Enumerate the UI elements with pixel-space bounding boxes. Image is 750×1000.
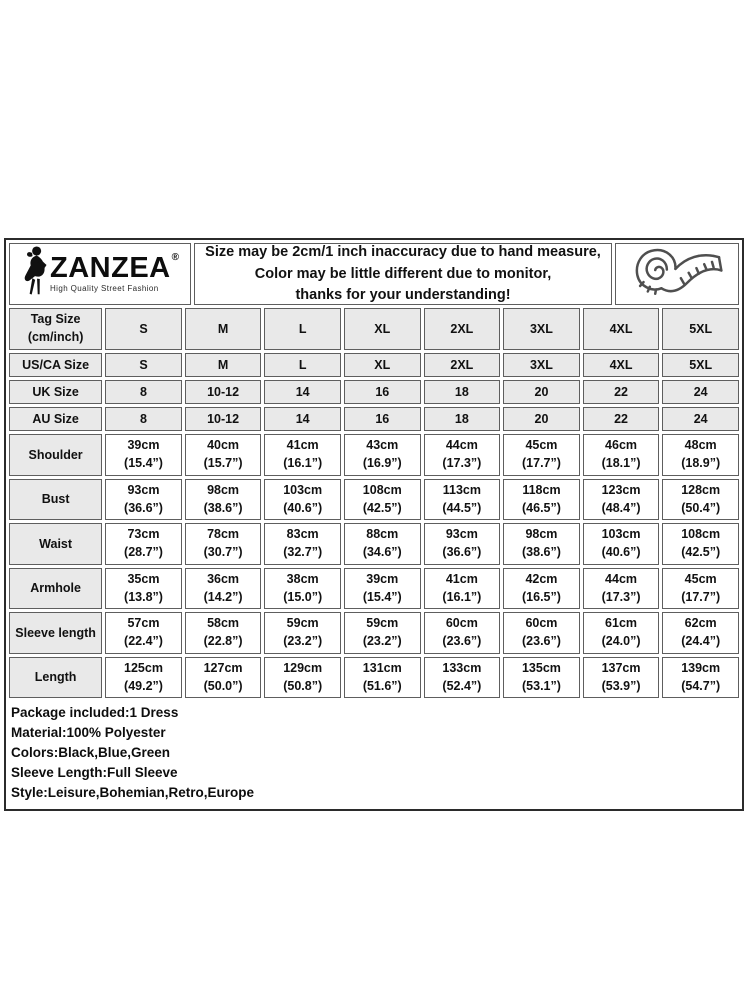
size-cell: 16 xyxy=(344,380,421,404)
measurement-row xyxy=(9,523,739,565)
measurement-cell: 83cm (32.7”) xyxy=(264,523,341,565)
size-cell: 4XL xyxy=(583,308,660,350)
disclaimer-line-3: thanks for your understanding! xyxy=(295,286,511,303)
measurement-cell: 45cm (17.7”) xyxy=(662,568,739,610)
size-cell: 18 xyxy=(424,407,501,431)
size-cell: 2XL xyxy=(424,353,501,377)
row-label: Armhole xyxy=(9,568,102,610)
row-label: AU Size xyxy=(9,407,102,431)
row-label: UK Size xyxy=(9,380,102,404)
measurement-cell: 60cm (23.6”) xyxy=(424,612,501,654)
measurement-row xyxy=(9,479,739,521)
measurement-cell: 44cm (17.3”) xyxy=(583,568,660,610)
measurement-row xyxy=(9,568,739,610)
size-cell: 8 xyxy=(105,380,182,404)
measurement-cell: 48cm (18.9”) xyxy=(662,434,739,476)
measurement-cell: 125cm (49.2”) xyxy=(105,657,182,699)
measurement-cell: 129cm (50.8”) xyxy=(264,657,341,699)
logo-text xyxy=(50,251,179,294)
measurement-cell: 103cm (40.6”) xyxy=(583,523,660,565)
measurement-cell: 139cm (54.7”) xyxy=(662,657,739,699)
measurement-cell: 98cm (38.6”) xyxy=(185,479,262,521)
size-cell: 10-12 xyxy=(185,380,262,404)
measurement-cell: 59cm (23.2”) xyxy=(264,612,341,654)
size-cell: XL xyxy=(344,308,421,350)
measurement-cell: 93cm (36.6”) xyxy=(105,479,182,521)
measurement-cell: 35cm (13.8”) xyxy=(105,568,182,610)
size-cell: XL xyxy=(344,353,421,377)
measurement-cell: 88cm (34.6”) xyxy=(344,523,421,565)
size-cell: 16 xyxy=(344,407,421,431)
product-info-line: Sleeve Length:Full Sleeve xyxy=(11,765,178,781)
size-cell: 18 xyxy=(424,380,501,404)
measuring-tape-icon xyxy=(620,244,734,305)
product-info-line: Colors:Black,Blue,Green xyxy=(11,745,171,761)
disclaimer-text xyxy=(205,242,601,305)
measurement-cell: 78cm (30.7”) xyxy=(185,523,262,565)
row-label: Sleeve length xyxy=(9,612,102,654)
measurement-cell: 39cm (15.4”) xyxy=(344,568,421,610)
measurement-cell: 131cm (51.6”) xyxy=(344,657,421,699)
woman-silhouette-icon xyxy=(21,244,49,305)
measurement-cell: 62cm (24.4”) xyxy=(662,612,739,654)
size-cell: 2XL xyxy=(424,308,501,350)
measurement-cell: 36cm (14.2”) xyxy=(185,568,262,610)
measurement-cell: 39cm (15.4”) xyxy=(105,434,182,476)
product-info-line: Style:Leisure,Bohemian,Retro,Europe xyxy=(11,785,255,801)
measurement-row xyxy=(9,612,739,654)
disclaimer-cell xyxy=(194,243,612,305)
measurement-cell: 46cm (18.1”) xyxy=(583,434,660,476)
measurement-cell: 128cm (50.4”) xyxy=(662,479,739,521)
size-cell: 24 xyxy=(662,380,739,404)
measurement-row xyxy=(9,434,739,476)
size-cell: 5XL xyxy=(662,353,739,377)
measurement-cell: 103cm (40.6”) xyxy=(264,479,341,521)
size-cell: 20 xyxy=(503,407,580,431)
row-label: Shoulder xyxy=(9,434,102,476)
measurement-cell: 98cm (38.6”) xyxy=(503,523,580,565)
registered-mark: ® xyxy=(171,251,179,263)
row-label: Waist xyxy=(9,523,102,565)
measurement-cell: 108cm (42.5”) xyxy=(344,479,421,521)
size-cell: M xyxy=(185,353,262,377)
measurement-cell: 127cm (50.0”) xyxy=(185,657,262,699)
brand-name: ZANZEA xyxy=(50,251,171,284)
product-info-line: Material:100% Polyester xyxy=(11,725,166,741)
measuring-tape-cell xyxy=(615,243,739,305)
measurement-cell: 41cm (16.1”) xyxy=(264,434,341,476)
size-row xyxy=(9,407,739,431)
measurement-cell: 42cm (16.5”) xyxy=(503,568,580,610)
chart-frame xyxy=(4,238,744,811)
disclaimer-line-2: Color may be little different due to monitor, xyxy=(254,265,552,282)
measurement-cell: 113cm (44.5”) xyxy=(424,479,501,521)
header-band xyxy=(9,243,739,305)
measurement-cell: 108cm (42.5”) xyxy=(662,523,739,565)
measurement-cell: 59cm (23.2”) xyxy=(344,612,421,654)
size-cell: 20 xyxy=(503,380,580,404)
size-cell: 14 xyxy=(264,407,341,431)
measurement-cell: 40cm (15.7”) xyxy=(185,434,262,476)
logo-wrap xyxy=(21,244,179,305)
size-chart-table xyxy=(6,305,742,701)
size-cell: 22 xyxy=(583,380,660,404)
measurement-cell: 58cm (22.8”) xyxy=(185,612,262,654)
size-cell: 8 xyxy=(105,407,182,431)
measurement-cell: 118cm (46.5”) xyxy=(503,479,580,521)
measurement-cell: 123cm (48.4”) xyxy=(583,479,660,521)
measurement-cell: 45cm (17.7”) xyxy=(503,434,580,476)
size-cell: M xyxy=(185,308,262,350)
brand-tagline: High Quality Street Fashion xyxy=(50,284,159,294)
size-cell: 3XL xyxy=(503,308,580,350)
measurement-cell: 133cm (52.4”) xyxy=(424,657,501,699)
size-cell: 14 xyxy=(264,380,341,404)
measurement-cell: 73cm (28.7”) xyxy=(105,523,182,565)
size-row xyxy=(9,308,739,350)
size-row xyxy=(9,353,739,377)
disclaimer-line-1: Size may be 2cm/1 inch inaccuracy due to hand measure, xyxy=(205,244,601,261)
size-cell: S xyxy=(105,353,182,377)
size-cell: 24 xyxy=(662,407,739,431)
row-label: Bust xyxy=(9,479,102,521)
measurement-cell: 61cm (24.0”) xyxy=(583,612,660,654)
size-cell: 10-12 xyxy=(185,407,262,431)
size-cell: 22 xyxy=(583,407,660,431)
measurement-cell: 41cm (16.1”) xyxy=(424,568,501,610)
measurement-row xyxy=(9,657,739,699)
row-label: Length xyxy=(9,657,102,699)
size-cell: 5XL xyxy=(662,308,739,350)
measurement-cell: 57cm (22.4”) xyxy=(105,612,182,654)
measurement-cell: 137cm (53.9”) xyxy=(583,657,660,699)
measurement-cell: 60cm (23.6”) xyxy=(503,612,580,654)
row-label: Tag Size (cm/inch) xyxy=(9,308,102,350)
product-info xyxy=(9,701,739,807)
measurement-cell: 38cm (15.0”) xyxy=(264,568,341,610)
size-cell: 4XL xyxy=(583,353,660,377)
row-label: US/CA Size xyxy=(9,353,102,377)
size-cell: 3XL xyxy=(503,353,580,377)
size-cell: L xyxy=(264,353,341,377)
measurement-cell: 135cm (53.1”) xyxy=(503,657,580,699)
measurement-cell: 44cm (17.3”) xyxy=(424,434,501,476)
measurement-cell: 93cm (36.6”) xyxy=(424,523,501,565)
size-cell: S xyxy=(105,308,182,350)
brand-logo xyxy=(9,243,191,305)
measurement-cell: 43cm (16.9”) xyxy=(344,434,421,476)
size-cell: L xyxy=(264,308,341,350)
size-row xyxy=(9,380,739,404)
product-info-line: Package included:1 Dress xyxy=(11,705,179,721)
